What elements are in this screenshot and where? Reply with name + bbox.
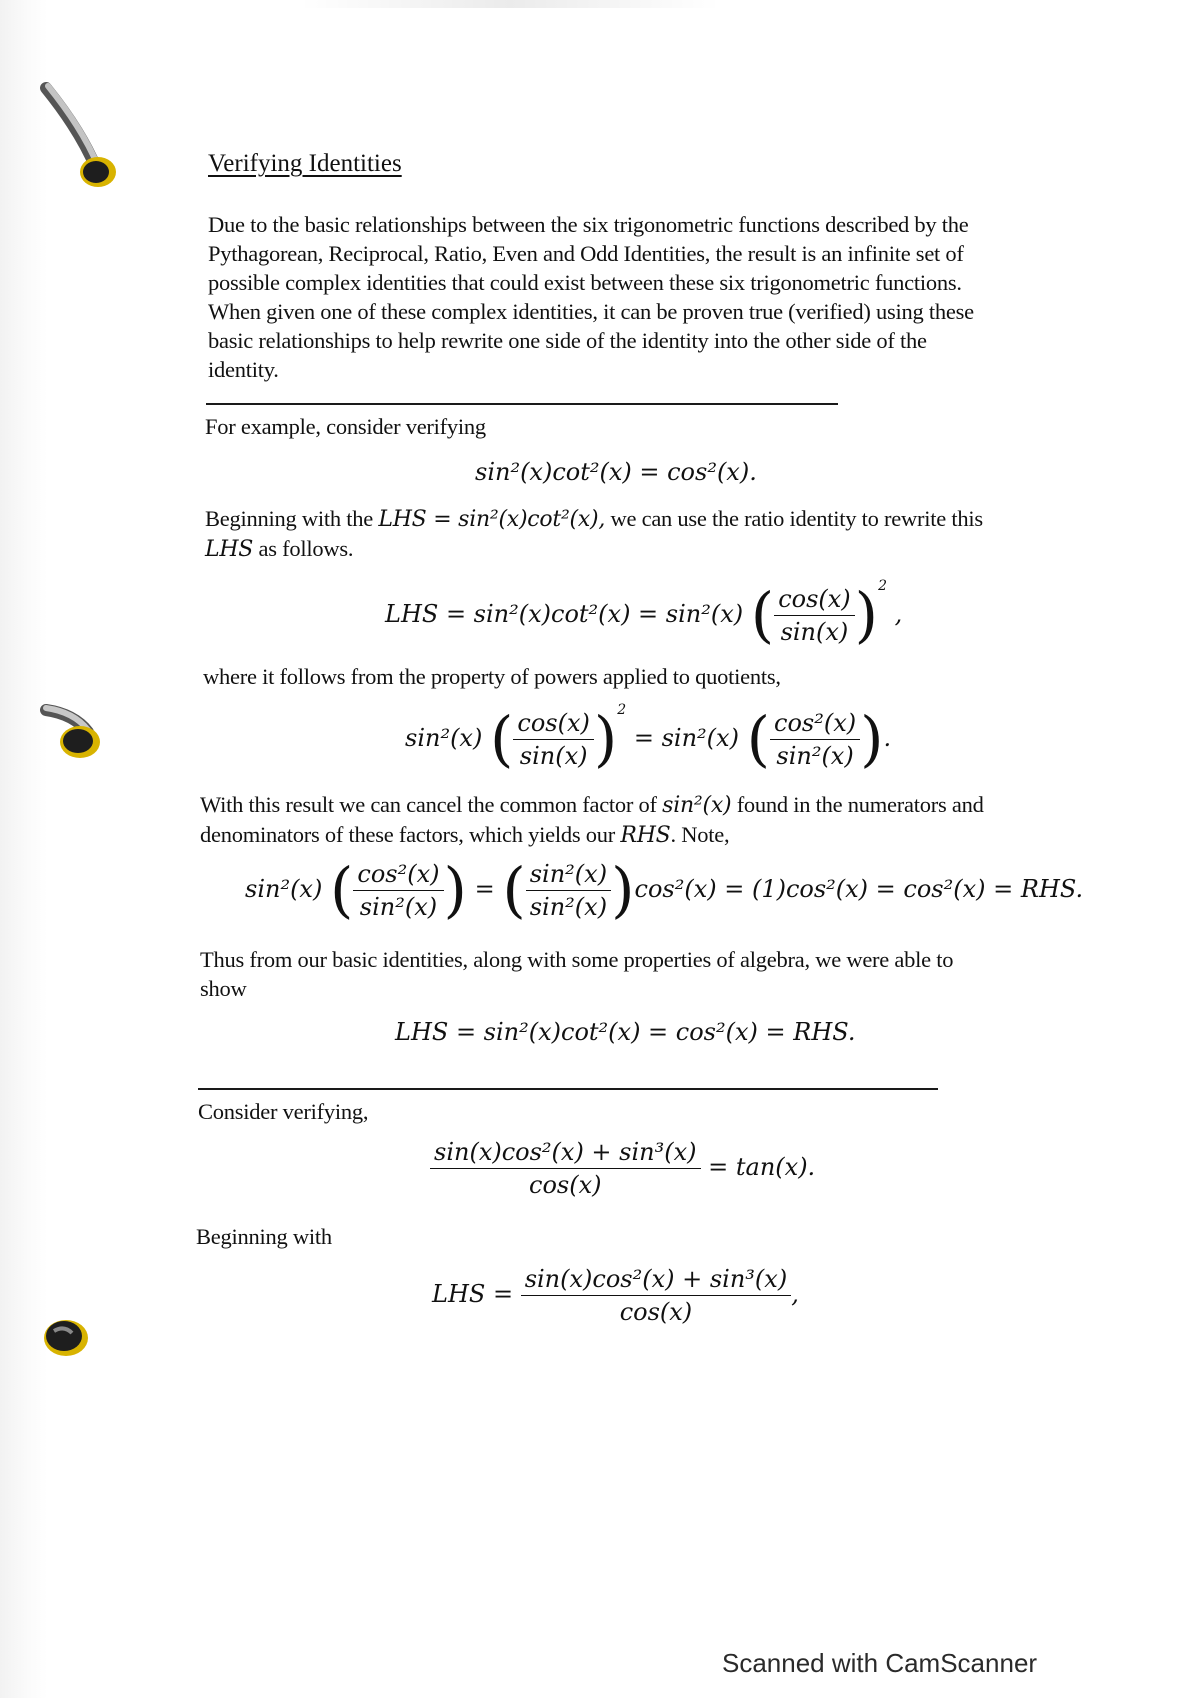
equation: sin²(x) ( $\frac{\cos(x)}{\sin(x)}$ )$^2$ = sin²(x) ( $\frac{\text{cos²(x)}}{\text{sin²(x)}}$ ). — [405, 702, 892, 775]
paragraph: where it follows from the property of powers applied to quotients, — [203, 664, 781, 689]
scanner-watermark: Scanned with CamScanner — [722, 1648, 1038, 1678]
binder-ring-icon — [40, 80, 120, 190]
binder-ring-icon — [40, 1305, 120, 1375]
equation: sin²(x)cot²(x) = cos²(x). — [475, 458, 757, 486]
page-title: Verifying Identities — [208, 150, 402, 177]
intro-paragraph: Due to the basic relationships between the six trigonometric functions described by the Pythagorean, Reciprocal, Ratio, Even and Odd Identities, the result is an infinite set of possible complex identities that could exist between these six trigonometric functions. When given one of these complex identities, it can be proven true (verified) using these basic relationships to help rewrite one side of the identity into the other side of the identity. — [208, 212, 974, 382]
example-lead: Consider verifying, — [198, 1099, 369, 1124]
paragraph: Thus from our basic identities, along with some properties of algebra, we were able to show — [200, 947, 954, 1001]
binder-ring-icon — [40, 700, 120, 780]
scan-shadow — [300, 0, 720, 8]
example-lead: For example, consider verifying — [205, 414, 486, 439]
equation: LHS = $\frac{\text{sin(x)cos²(x) + sin³(x)}}{\cos(x)}$ , — [432, 1265, 799, 1326]
page-left-edge — [0, 0, 48, 1698]
equation: sin²(x) ( $\frac{\text{cos²(x)}}{\text{sin²(x)}}$ ) = ( $\frac{\text{sin²(x)}}{\text{sin²(x)}}$ )cos²(x) = (1)cos²(x) = cos²(x) = RHS. — [245, 855, 1084, 926]
paragraph: Beginning with the LHS = sin²(x)cot²(x), we can use the ratio identity to rewrite this LHS as follows. — [205, 506, 983, 562]
equation: $\frac{\text{sin(x)cos²(x) + sin³(x)}}{\cos(x)}$ = tan(x). — [430, 1138, 815, 1199]
paragraph: With this result we can cancel the common factor of sin²(x) found in the numerators and denominators of these factors, which yields our RHS. Note, — [200, 792, 984, 848]
section-divider — [198, 1088, 938, 1090]
example-lead: Beginning with — [196, 1224, 332, 1249]
equation: LHS = sin²(x)cot²(x) = sin²(x) ( $\frac{\cos(x)}{\sin(x)}$ )$^2$ , — [385, 578, 903, 651]
section-divider — [206, 403, 838, 405]
equation: LHS = sin²(x)cot²(x) = cos²(x) = RHS. — [395, 1018, 856, 1046]
